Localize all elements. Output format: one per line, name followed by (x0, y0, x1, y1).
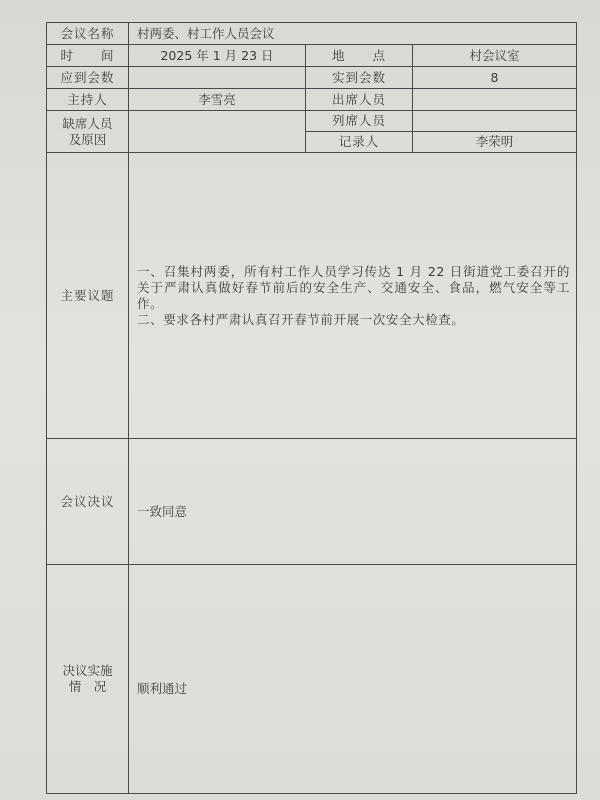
attend-value (413, 111, 577, 132)
recorder-label: 记录人 (306, 132, 413, 153)
topic-item-1: 一、召集村两委，所有村工作人员学习传达 1 月 22 日街道党工委召开的关于严肃认真做好春节前后的安全生产、交通安全、食品，燃气安全等工作。 (137, 263, 570, 311)
implementation-value: 顺利通过 (129, 565, 577, 794)
recorder-value: 李荣明 (413, 132, 577, 153)
location-label: 地 点 (306, 45, 413, 67)
resolution-label: 会议决议 (47, 439, 129, 565)
expected-count-label: 应到会数 (47, 67, 129, 89)
meeting-record-form (46, 22, 577, 794)
actual-count-label: 实到会数 (306, 67, 413, 89)
topics-content (129, 153, 577, 439)
attend-label: 列席人员 (306, 111, 413, 132)
implementation-label: 决议实施 情 况 (47, 565, 129, 794)
present-value (413, 89, 577, 111)
absent-label: 缺席人员 及原因 (47, 111, 129, 153)
time-label: 时 间 (47, 45, 129, 67)
meeting-name-value: 村两委、村工作人员会议 (129, 23, 577, 45)
location-value: 村会议室 (413, 45, 577, 67)
absent-value (129, 111, 306, 153)
resolution-value: 一致同意 (129, 439, 577, 565)
time-value: 2025 年 1 月 23 日 (129, 45, 306, 67)
host-value: 李雪亮 (129, 89, 306, 111)
present-label: 出席人员 (306, 89, 413, 111)
actual-count-value: 8 (413, 67, 577, 89)
host-label: 主持人 (47, 89, 129, 111)
expected-count-value (129, 67, 306, 89)
topic-item-2: 二、要求各村严肃认真召开春节前开展一次安全大检查。 (137, 311, 465, 327)
topics-label: 主要议题 (47, 153, 129, 439)
meeting-name-label: 会议名称 (47, 23, 129, 45)
